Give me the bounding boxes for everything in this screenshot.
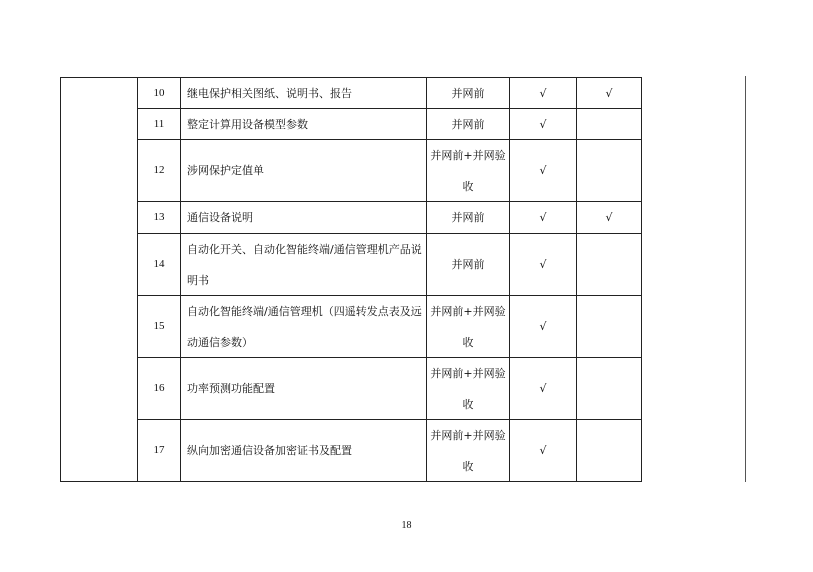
row-number: 14 [153,258,165,270]
row-number: 11 [153,117,165,130]
check-mark: √ [539,320,547,333]
submission-timing: 并网前+并网验收 [430,305,506,349]
check-mark: √ [539,444,547,457]
material-name: 整定计算用设备模型参数 [187,118,308,131]
table-column-rule [641,77,642,482]
row-number: 12 [153,164,165,176]
check-mark: √ [539,86,547,100]
row-number: 13 [153,211,165,223]
check-mark: √ [605,211,613,224]
submission-timing: 并网前+并网验收 [430,429,506,473]
check-mark: √ [539,258,547,271]
check-mark [577,109,641,139]
material-name: 纵向加密通信设备加密证书及配置 [187,444,352,457]
submission-timing: 并网前 [451,258,485,271]
check-mark: √ [605,86,613,100]
material-name: 功率预测功能配置 [187,382,275,395]
submission-timing: 并网前 [451,118,485,131]
check-mark: √ [539,211,547,224]
check-mark [577,234,641,295]
check-mark [577,140,641,201]
right-margin-rule [745,76,746,482]
material-name: 通信设备说明 [187,211,253,224]
submission-timing: 并网前 [451,211,485,224]
table-row-rule [60,481,642,482]
check-mark: √ [539,164,547,177]
submission-timing: 并网前+并网验收 [430,149,506,193]
submission-timing: 并网前+并网验收 [430,367,506,411]
row-number: 10 [153,86,165,99]
submission-timing: 并网前 [451,87,485,100]
page-number: 18 [401,520,412,531]
material-name: 继电保护相关图纸、说明书、报告 [187,87,352,100]
row-number: 17 [153,444,165,456]
check-mark [577,420,641,481]
category-cell [61,78,137,481]
check-mark: √ [539,382,547,395]
check-mark [577,296,641,357]
material-name: 自动化开关、自动化智能终端/通信管理机产品说明书 [187,243,422,287]
material-name: 自动化智能终端/通信管理机（四遥转发点表及远动通信参数） [187,305,422,349]
row-number: 16 [153,382,165,394]
check-mark: √ [539,117,547,131]
check-mark [577,358,641,419]
row-number: 15 [153,320,165,332]
material-name: 涉网保护定值单 [187,164,264,177]
